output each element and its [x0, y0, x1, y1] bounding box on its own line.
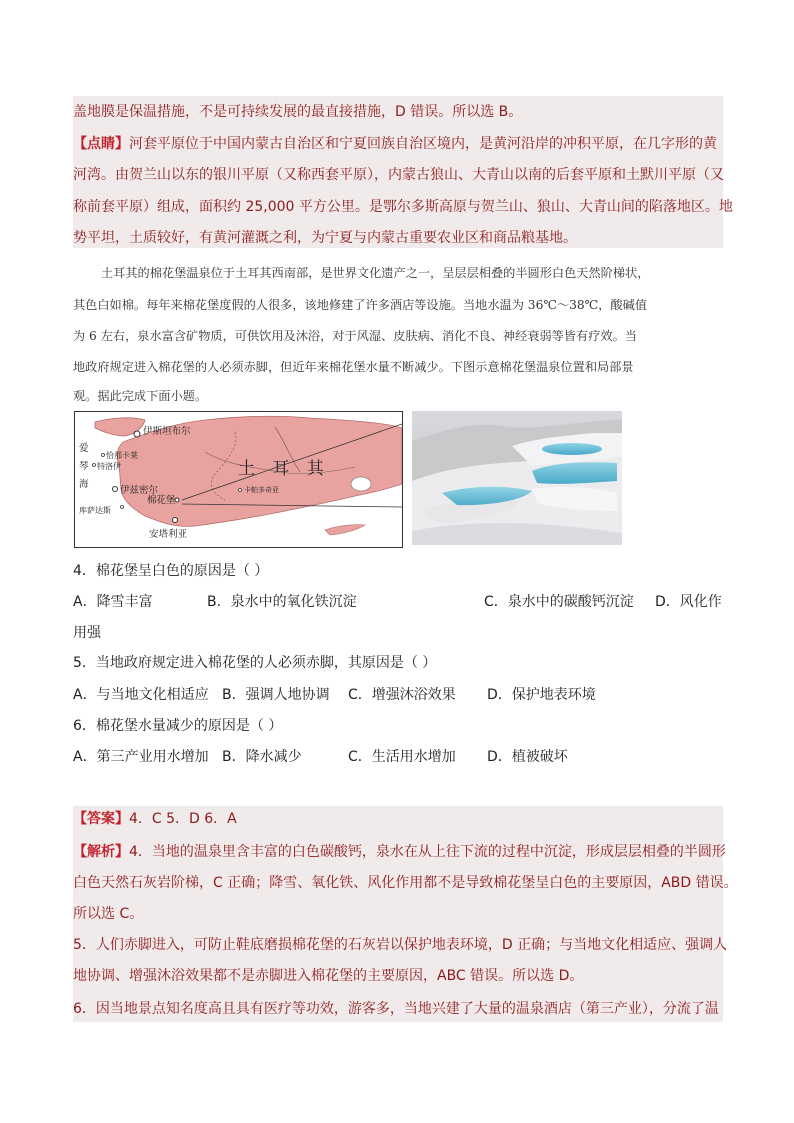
label-canakkale: 恰那卡莱 — [106, 451, 138, 460]
analysis-text-1: 4．当地的温泉里含丰富的白色碳酸钙，泉水在从上往下流的过程中沉淀，形成层层相叠的半圆形 — [129, 844, 726, 860]
tip-line1 — [73, 134, 717, 154]
label-sea-1: 爱 — [79, 443, 89, 454]
q4-option-d-wrap: 用强 — [73, 625, 101, 641]
q5-option-d[interactable]: D．保护地表环境 — [487, 687, 596, 703]
analysis-tag: 【解析】 — [73, 844, 129, 860]
q6-option-b[interactable]: B．降水减少 — [222, 749, 302, 765]
lake — [351, 477, 371, 491]
analysis-top-line1: 盖地膜是保温措施，不是可持续发展的最直接措施，D 错误。所以选 B。 — [73, 104, 523, 120]
q4-option-a[interactable]: A．降雪丰富 — [73, 594, 153, 610]
q5-option-a[interactable]: A．与当地文化相适应 — [73, 687, 209, 703]
q6-option-c[interactable]: C．生活用水增加 — [348, 749, 456, 765]
label-sea-3: 海 — [79, 479, 89, 490]
cyprus — [325, 525, 365, 535]
pamukkale-photo — [412, 411, 622, 545]
passage-line5: 观。据此完成下面小题。 — [73, 389, 208, 403]
q4-option-c[interactable]: C．泉水中的碳酸钙沉淀 — [484, 594, 634, 610]
analysis-line1 — [73, 842, 726, 862]
terraces-graphic — [412, 411, 622, 545]
turkey-map — [74, 411, 403, 548]
q5-option-c[interactable]: C．增强沐浴效果 — [348, 687, 456, 703]
q5-option-b[interactable]: B．强调人地协调 — [222, 687, 330, 703]
label-antalya: 安塔利亚 — [149, 529, 188, 540]
tip-line4: 势平坦，土质较好，有黄河灌溉之利，为宁夏与内蒙古重要农业区和商品粮基地。 — [73, 230, 577, 246]
canakkale-dot — [102, 454, 105, 457]
analysis-line2: 白色天然石灰岩阶梯，C 正确；降雪、氧化铁、风化作用都不是导致棉花堡呈白色的主要原因，ABD 错误。 — [73, 875, 738, 891]
analysis-line3: 所以选 C。 — [73, 906, 144, 922]
passage-line1: 土耳其的棉花堡温泉位于土耳其西南部，是世界文化遗产之一，呈层层相叠的半圆形白色天然阶梯状， — [101, 266, 650, 280]
passage-line4: 地政府规定进入棉花堡的人必须赤脚，但近年来棉花堡水量不断减少。下图示意棉花堡温泉位置和局部景 — [73, 360, 634, 374]
q6-option-d[interactable]: D．植被破坏 — [487, 749, 568, 765]
q4-stem: 4．棉花堡呈白色的原因是（ ） — [73, 563, 269, 579]
q4-option-b[interactable]: B．泉水中的氧化铁沉淀 — [207, 594, 357, 610]
q5-stem: 5．当地政府规定进入棉花堡的人必须赤脚，其原因是（ ） — [73, 655, 437, 671]
tip-line3: 称前套平原）组成，面积约 25,000 平方公里。是鄂尔多斯高原与贺兰山、狼山、大青山间的陷落地区。地 — [73, 199, 733, 215]
tip-tag: 【点睛】 — [73, 136, 129, 152]
label-sea-2: 琴 — [79, 461, 89, 472]
analysis-line5: 地协调、增强沐浴效果都不是赤脚进入棉花堡的主要原因，ABC 错误。所以选 D。 — [73, 968, 584, 984]
passage-line3: 为 6 左右，泉水富含矿物质，可供饮用及沐浴，对于风湿、皮肤病、消化不良、神经衰弱等皆有疗效。当 — [73, 329, 637, 343]
answer-text: 4．C 5．D 6．A — [129, 811, 237, 827]
istanbul-dot — [134, 431, 140, 437]
label-troy: 特洛伊 — [97, 462, 121, 471]
label-cappadocia: 卡帕多奇亚 — [244, 486, 279, 494]
label-izmir: 伊兹密尔 — [120, 485, 159, 496]
q4-option-d[interactable]: D．风化作 — [655, 594, 722, 610]
analysis-line4: 5．人们赤脚进入，可防止鞋底磨损棉花堡的石灰岩以保护地表环境，D 正确；与当地文化相适应、强调人 — [73, 937, 728, 953]
label-istanbul: 伊斯坦布尔 — [143, 426, 191, 437]
antalya-dot — [173, 518, 178, 523]
label-pamukkale: 棉花堡 — [147, 495, 176, 506]
map-graphic — [75, 412, 402, 547]
izmir-dot — [113, 487, 118, 492]
answer-block — [73, 806, 723, 1022]
cappadocia-dot — [239, 489, 242, 492]
q6-stem: 6．棉花堡水量减少的原因是（ ） — [73, 718, 283, 734]
label-kusadasi: 库萨达斯 — [79, 506, 111, 515]
tip-text: 河套平原位于中国内蒙古自治区和宁夏回族自治区境内，是黄河沿岸的冲积平原，在几字形的黄 — [129, 136, 717, 152]
passage-line2: 其色白如棉。每年来棉花堡度假的人很多，该地修建了许多酒店等设施。当地水温为 36℃～38℃，酸碱值 — [73, 298, 648, 312]
kusadasi-dot — [121, 506, 124, 509]
tip-line2: 河湾。由贺兰山以东的银川平原（又称西套平原），内蒙古狼山、大青山以南的后套平原和土默川平原（又 — [73, 167, 724, 183]
troy-dot — [93, 464, 96, 467]
analysis-line6: 6．因当地景点知名度高且具有医疗等功效，游客多，当地兴建了大量的温泉酒店（第三产业），分流了温 — [73, 1001, 719, 1017]
answer-tag: 【答案】 — [73, 811, 129, 827]
answer-line — [73, 809, 237, 829]
q6-option-a[interactable]: A．第三产业用水增加 — [73, 749, 209, 765]
label-country: 土 耳 其 — [238, 459, 330, 479]
